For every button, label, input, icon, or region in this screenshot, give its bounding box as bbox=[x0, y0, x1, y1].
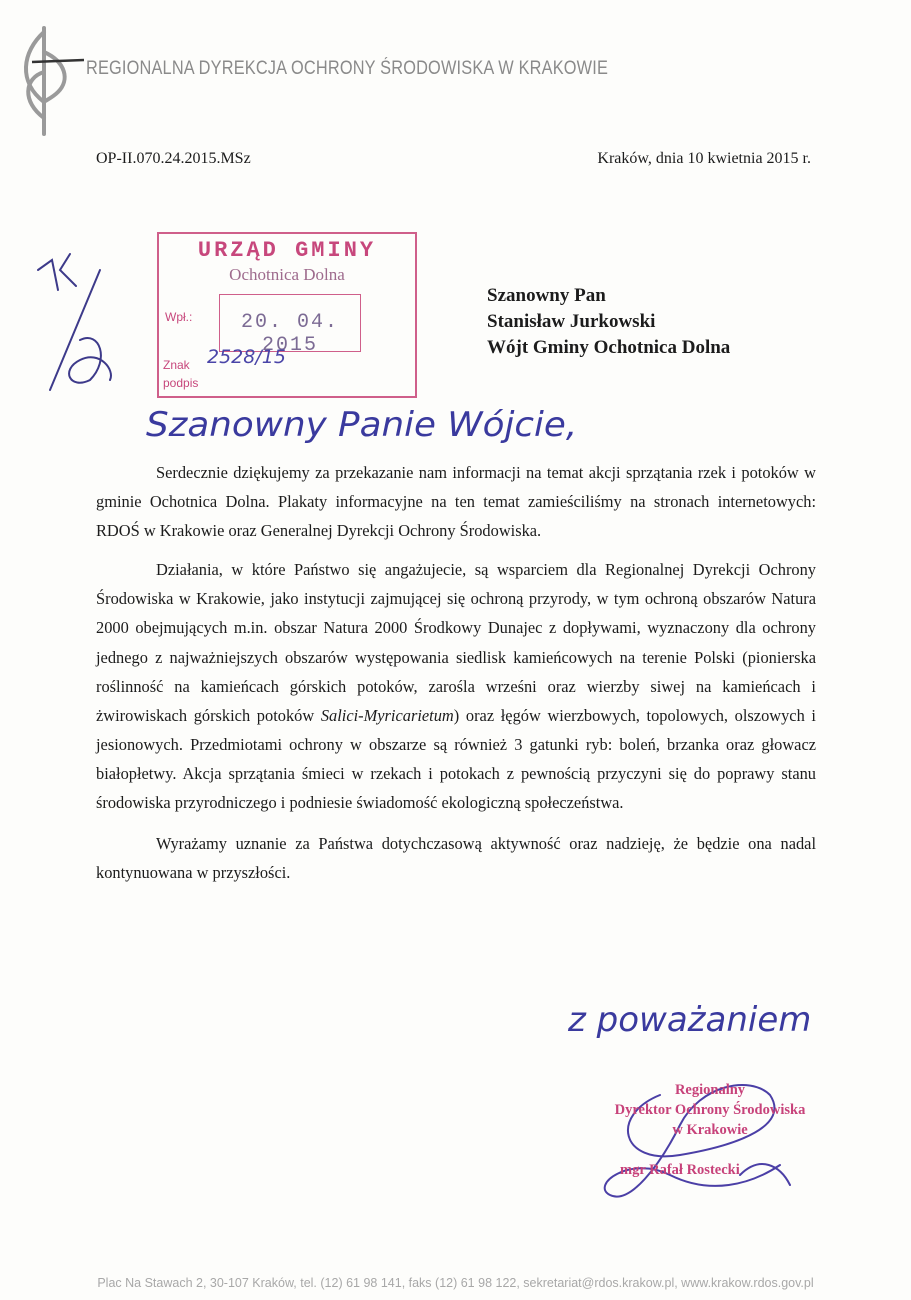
body-paragraph-2-part-b: ) oraz łęgów wierzbowych, topolowych, olszowych i jesionowych. Przedmiotami ochrony w obszarze są również 3 gatunki ryb: boleń, brzanka oraz głowacz białopłetwy. Akcja sprzątania śmieci w rzekach i potokach z pewnością przyczyni się do poprawy stanu środowiska przyrodniczego i podniesie świadomość ekologiczną społeczeństwa. bbox=[96, 705, 816, 813]
stamp-sign-value: 2528/15 bbox=[207, 346, 286, 368]
latin-habitat-name: Salici-Myricarietum bbox=[320, 705, 454, 725]
letter-date: Kraków, dnia 10 kwietnia 2015 r. bbox=[597, 150, 811, 167]
body-paragraph-3: Wyrażamy uznanie za Państwa dotychczasową aktywność oraz nadzieję, że będzie ona nadal kontynuowana w przyszłości. bbox=[96, 834, 816, 883]
recipient-line-3: Wójt Gminy Ochotnica Dolna bbox=[487, 337, 731, 358]
stamp-sign-label: Znak bbox=[163, 358, 190, 372]
stamp-date-box bbox=[219, 294, 361, 357]
handwritten-salutation: Szanowny Panie Wójcie, bbox=[146, 405, 578, 445]
recipient-line-1: Szanowny Pan bbox=[487, 285, 606, 306]
body-paragraph-2 bbox=[96, 555, 816, 817]
stamp-title: URZĄD GMINY bbox=[197, 238, 377, 263]
handwritten-closing: z poważaniem bbox=[568, 1000, 812, 1040]
stamp-received-date: 20. 04. 2015 bbox=[240, 311, 339, 357]
footer-contact: Plac Na Stawach 2, 30-107 Kraków, tel. (12) 61 98 141, faks (12) 61 98 122, sekretariat@rdos.krakow.pl, www.krakow.rdos.gov.pl bbox=[97, 1276, 814, 1290]
stamp-subtitle: Ochotnica Dolna bbox=[229, 265, 345, 284]
recipient-block bbox=[487, 283, 730, 361]
reference-number: OP-II.070.24.2015.MSz bbox=[96, 150, 251, 167]
letter-body bbox=[96, 458, 816, 899]
organization-name: REGIONALNA DYREKCJA OCHRONY ŚRODOWISKA W KRAKOWIE bbox=[86, 58, 609, 79]
rdos-logo-leaf-icon bbox=[14, 22, 84, 140]
handwritten-margin-note-icon bbox=[30, 250, 120, 400]
body-paragraph-2-part-a: Działania, w które Państwo się angażujecie, są wsparciem dla Regionalnej Dyrekcji Ochrony Środowiska w Krakowie, jako instytucji zajmującej się ochroną przyrody, w tym ochroną obszarów Natura 2000 obejmujących m.in. obszar Natura 2000 Środkowy Dunajec z dopływami, wyznaczony dla ochrony jednego z najważniejszych obszarów występowania siedlisk kamieńcowych na terenie Polski (pionierska roślinność na kamieńcach górskich potoków, zarośla wrześni oraz wierzby siwej na kamieńcach i żwirowiskach górskich potoków bbox=[96, 560, 816, 725]
signature-stamp bbox=[600, 1080, 820, 1140]
signatory-name: mgr Rafał Rostecki bbox=[620, 1162, 740, 1178]
registry-stamp bbox=[157, 232, 417, 398]
stamp-signature-label: podpis bbox=[163, 376, 199, 390]
stamp-received-label: Wpł.: bbox=[165, 310, 193, 324]
body-paragraph-1: Serdecznie dziękujemy za przekazanie nam informacji na temat akcji sprzątania rzek i potoków w gminie Ochotnica Dolna. Plakaty informacyjne na ten temat zamieściliśmy na stronach internetowych: RDOŚ w Krakowie oraz Generalnej Dyrekcji Ochrony Środowiska. bbox=[96, 463, 816, 541]
signature-stamp-line-3: w Krakowie bbox=[672, 1122, 748, 1138]
recipient-line-2: Stanisław Jurkowski bbox=[487, 311, 656, 332]
signature-stamp-line-2: Dyrektor Ochrony Środowiska bbox=[614, 1102, 806, 1118]
signature-stamp-line-1: Regionalny bbox=[674, 1082, 746, 1098]
